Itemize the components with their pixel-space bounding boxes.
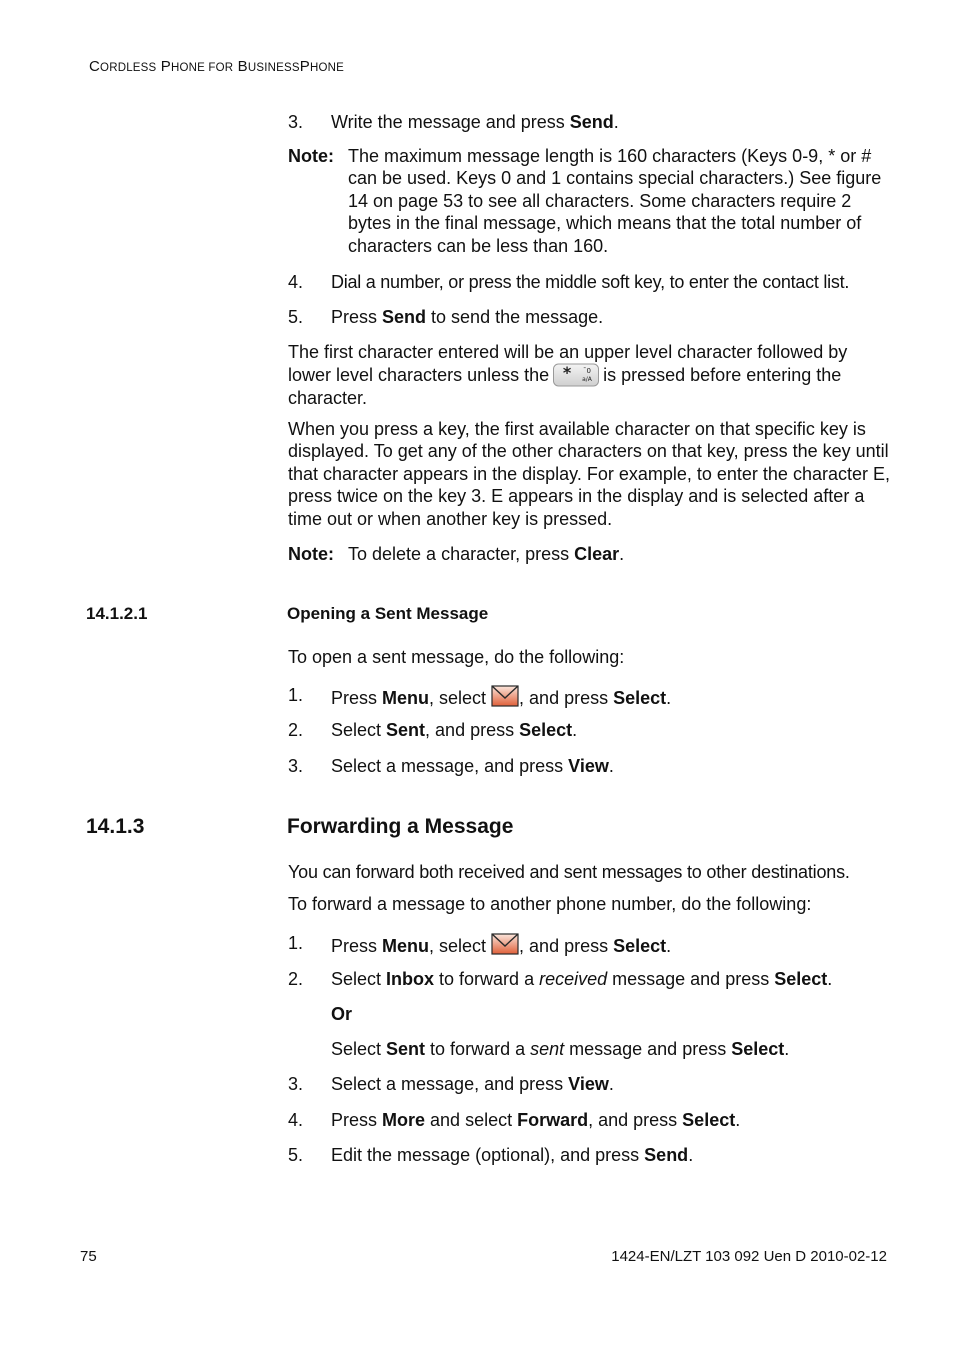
step-number: 1.	[288, 933, 304, 953]
step-number: 2.	[288, 969, 304, 989]
svg-text:¯0: ¯0	[583, 367, 592, 376]
step-text: Select Sent to forward a sent message and press Select.	[331, 1039, 790, 1059]
svg-text:*: *	[562, 363, 572, 383]
note-label: Note:	[288, 544, 334, 564]
step-text: Select a message, and press View.	[331, 756, 614, 776]
section-intro: To forward a message to another phone number, do the following:	[288, 894, 812, 914]
step-number: 2.	[288, 720, 304, 740]
step-number: 4.	[288, 1110, 304, 1130]
step-number: 1.	[288, 685, 304, 705]
step-text: Press More and select Forward, and press Select.	[331, 1110, 741, 1130]
step-text: Dial a number, or press the middle soft key, to enter the contact list.	[331, 272, 850, 292]
note-text: To delete a character, press Clear.	[348, 544, 625, 564]
step-text: Select a message, and press View.	[331, 1074, 614, 1094]
note-text: The maximum message length is 160 characters (Keys 0-9, * or # can be used. Keys 0 and 1 contains special characters.) See figure 14 on page 53 to see all characters. Some characters require 2 bytes in the final message, which means that the total number of characters can be less than 160.	[348, 146, 882, 256]
note-label: Note:	[288, 146, 334, 166]
document-id: 1424-EN/LZT 103 092 Uen D 2010-02-12	[611, 1248, 887, 1265]
step-text: Press Menu, select , and press Select.	[331, 932, 671, 961]
section-intro: To open a sent message, do the following:	[288, 647, 625, 667]
or-label: Or	[331, 1004, 353, 1024]
envelope-icon	[491, 932, 519, 961]
step-number: 4.	[288, 272, 304, 292]
section-title: Forwarding a Message	[287, 815, 514, 838]
section-number: 14.1.3	[86, 815, 145, 838]
svg-text:a/A: a/A	[582, 376, 593, 384]
step-text: Select Inbox to forward a received message and press Select.	[331, 969, 833, 989]
paragraph-upper-level: The first character entered will be an upper level character followed by lower level characters unless the * ¯0 a/A is pressed before entering the character.	[288, 342, 848, 409]
step-number: 3.	[288, 1074, 304, 1094]
step-text: Press Send to send the message.	[331, 307, 604, 327]
envelope-icon	[491, 684, 519, 713]
step-number: 3.	[288, 112, 304, 132]
section-number: 14.1.2.1	[86, 604, 148, 623]
step-number: 5.	[288, 307, 304, 327]
running-header: CORDLESS PHONE FOR BUSINESSPHONE	[89, 58, 345, 75]
step-number: 5.	[288, 1145, 304, 1165]
section-intro: You can forward both received and sent messages to other destinations.	[288, 862, 850, 882]
step-text: Press Menu, select , and press Select.	[331, 684, 671, 713]
page-number: 75	[80, 1248, 97, 1265]
step-text: Write the message and press Send.	[331, 112, 619, 132]
section-title: Opening a Sent Message	[287, 604, 489, 623]
step-number: 3.	[288, 756, 304, 776]
paragraph-key-usage: When you press a key, the first available character on that specific key is displayed. To get any of the other characters on that key, press the key until that character appears in the display. For example, to enter the character E, press twice on the key 3. E appears in the display and is selected after a time out or when another key is pressed.	[288, 419, 890, 529]
star-key-icon	[553, 363, 599, 387]
step-text: Select Sent, and press Select.	[331, 720, 578, 740]
step-text: Edit the message (optional), and press Send.	[331, 1145, 694, 1165]
